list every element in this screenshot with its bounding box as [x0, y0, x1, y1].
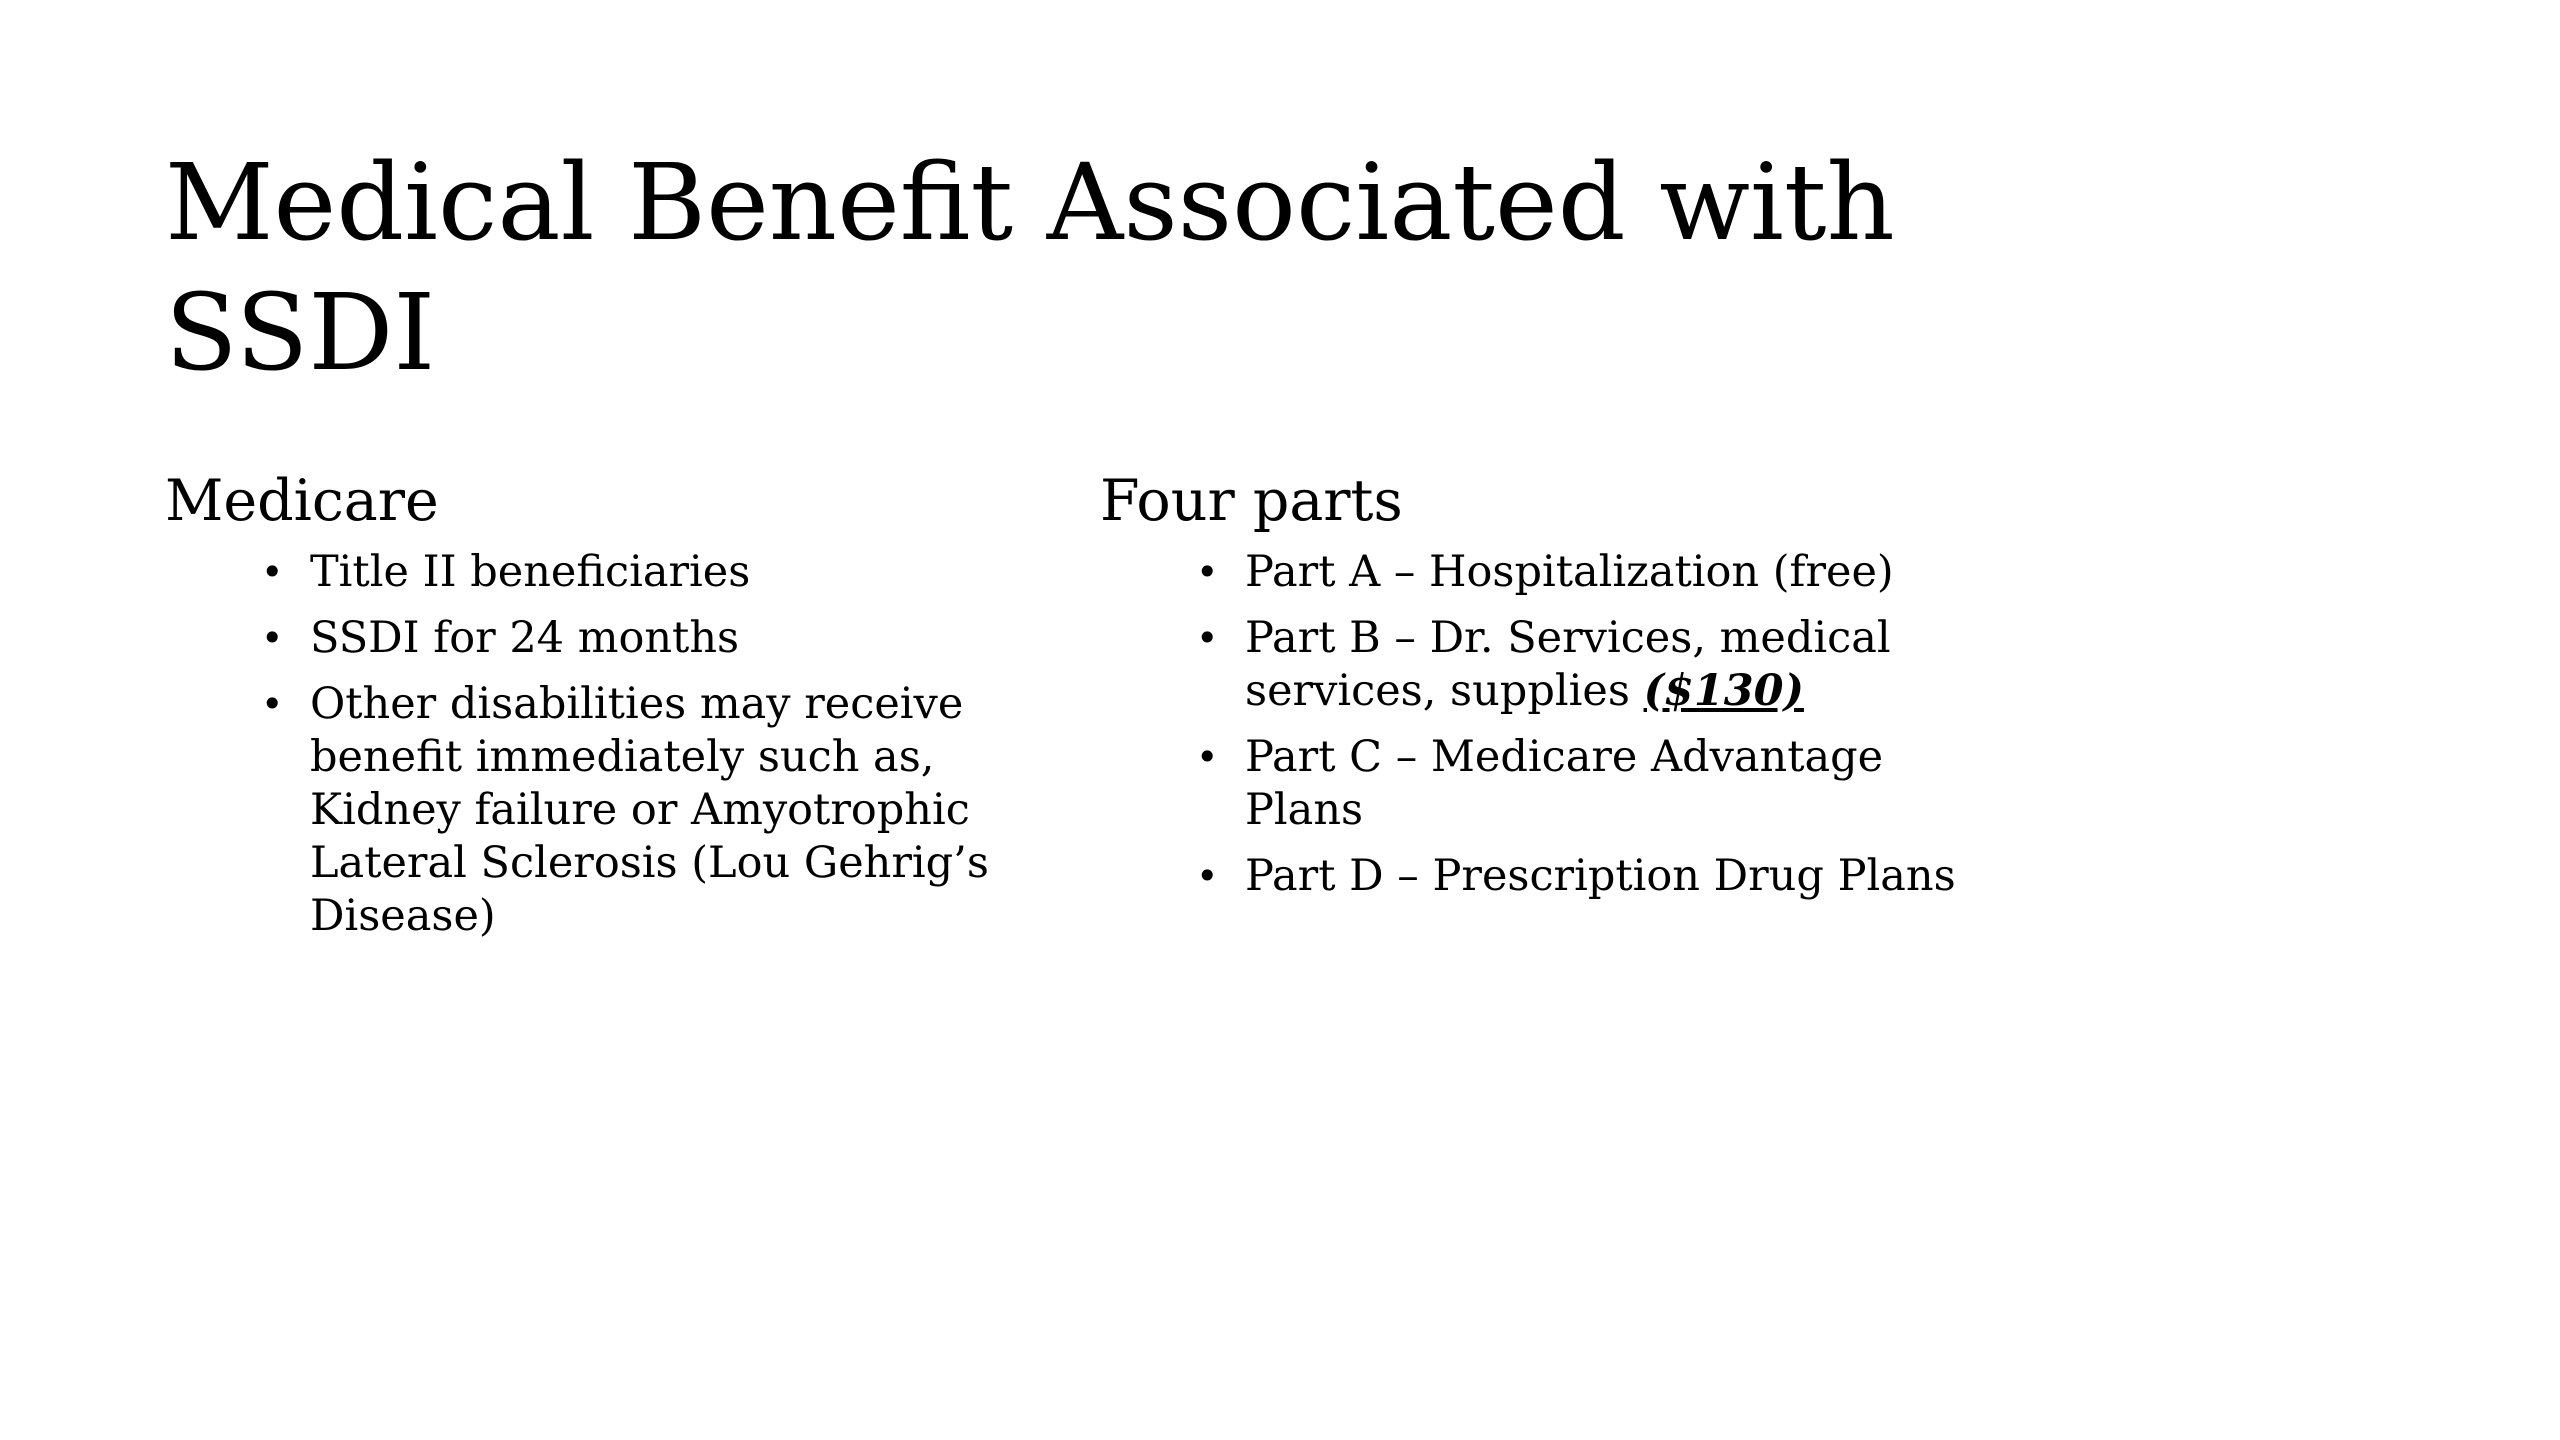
bullet-icon: • [1196, 735, 1219, 779]
list-item [165, 546, 995, 599]
four-parts-column [1100, 466, 2000, 916]
list-item [1100, 850, 2000, 903]
bullet-icon: • [261, 616, 284, 660]
bullet-icon: • [1196, 550, 1219, 594]
medicare-heading: Medicare [165, 468, 439, 534]
bullet-text: Part B – Dr. Services, medical services, supplies [1245, 613, 1891, 716]
list-item [1100, 731, 2000, 837]
bullet-icon: • [261, 550, 284, 594]
bullet-icon: • [1196, 616, 1219, 660]
part-b-cost: ($130) [1643, 666, 1804, 716]
list-item [1100, 612, 2000, 718]
bullet-text: Title II beneficiaries [310, 547, 751, 597]
bullet-text: Part C – Medicare Advantage Plans [1245, 732, 1884, 835]
list-item [165, 678, 995, 943]
four-parts-list [1100, 546, 2000, 903]
four-parts-heading: Four parts [1100, 468, 1403, 534]
bullet-text: Part D – Prescription Drug Plans [1245, 851, 1956, 901]
medicare-list [165, 546, 995, 943]
list-item [165, 612, 995, 665]
bullet-icon: • [1196, 854, 1219, 898]
slide-title: Medical Benefit Associated with SSDI [165, 141, 1895, 394]
list-item [1100, 546, 2000, 599]
bullet-icon: • [261, 682, 284, 726]
medicare-column [165, 466, 995, 956]
bullet-text: SSDI for 24 months [310, 613, 740, 663]
bullet-text: Other disabilities may receive benefit immediately such as, Kidney failure or Amyotrophic Lateral Sclerosis (Lou Gehrig’s Disease) [310, 679, 989, 941]
bullet-text: Part A – Hospitalization (free) [1245, 547, 1894, 597]
